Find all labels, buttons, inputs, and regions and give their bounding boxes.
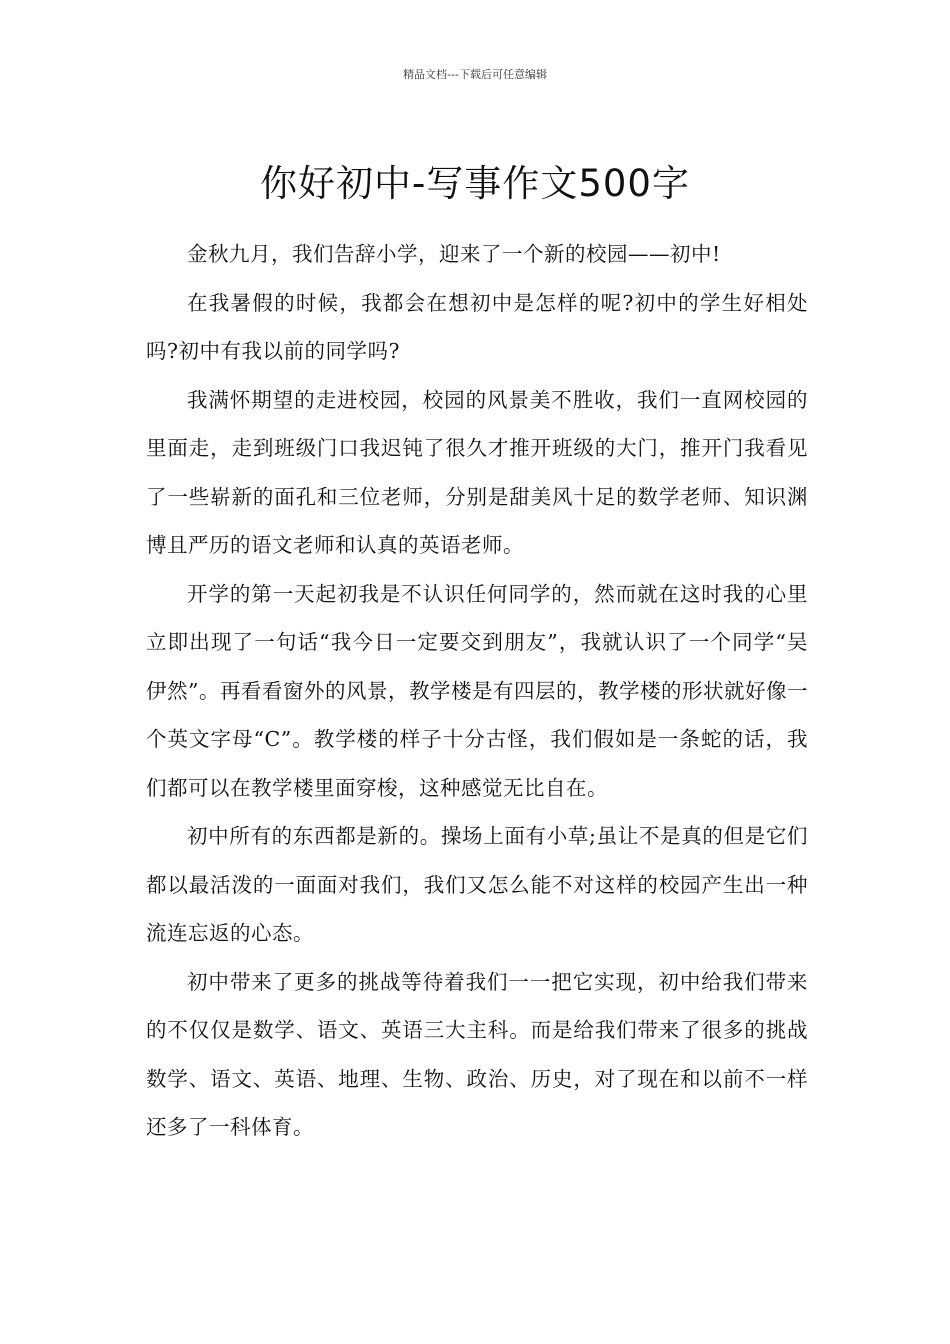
- paragraph-4: 开学的第一天起初我是不认识任何同学的，然而就在这时我的心里立即出现了一句话“我今日一定要交到朋友”，我就认识了一个同学“吴伊然”。再看看窗外的风景，教学楼是有四层的，教学楼的形状就好像一个英文字母“C”。教学楼的样子十分古怪，我们假如是一条蛇的话，我们都可以在教学楼里面穿梭，这种感觉无比自在。: [146, 581, 808, 800]
- paragraph-5: 初中所有的东西都是新的。操场上面有小草;虽让不是真的但是它们都以最活泼的一面面对我们，我们又怎么能不对这样的校园产生出一种流连忘返的心态。: [146, 824, 808, 945]
- paragraph-6: 初中带来了更多的挑战等待着我们一一把它实现，初中给我们带来的不仅仅是数学、语文、英语三大主科。而是给我们带来了很多的挑战数学、语文、英语、地理、生物、政治、历史，对了现在和以前不一样还多了一科体育。: [146, 969, 808, 1139]
- page-header: 精品文档---下载后可任意编辑: [403, 68, 547, 81]
- document-body: [146, 230, 808, 1152]
- document-title: 你好初中-写事作文500字: [260, 161, 690, 205]
- paragraph-3: 我满怀期望的走进校园，校园的风景美不胜收，我们一直网校园的里面走，走到班级门口我迟钝了很久才推开班级的大门，推开门我看见了一些崭新的面孔和三位老师，分别是甜美风十足的数学老师、知识渊博且严历的语文老师和认真的英语老师。: [146, 387, 808, 557]
- paragraph-1: 金秋九月，我们告辞小学，迎来了一个新的校园——初中!: [187, 242, 721, 266]
- paragraph-2: 在我暑假的时候，我都会在想初中是怎样的呢?初中的学生好相处吗?初中有我以前的同学吗?: [146, 290, 808, 363]
